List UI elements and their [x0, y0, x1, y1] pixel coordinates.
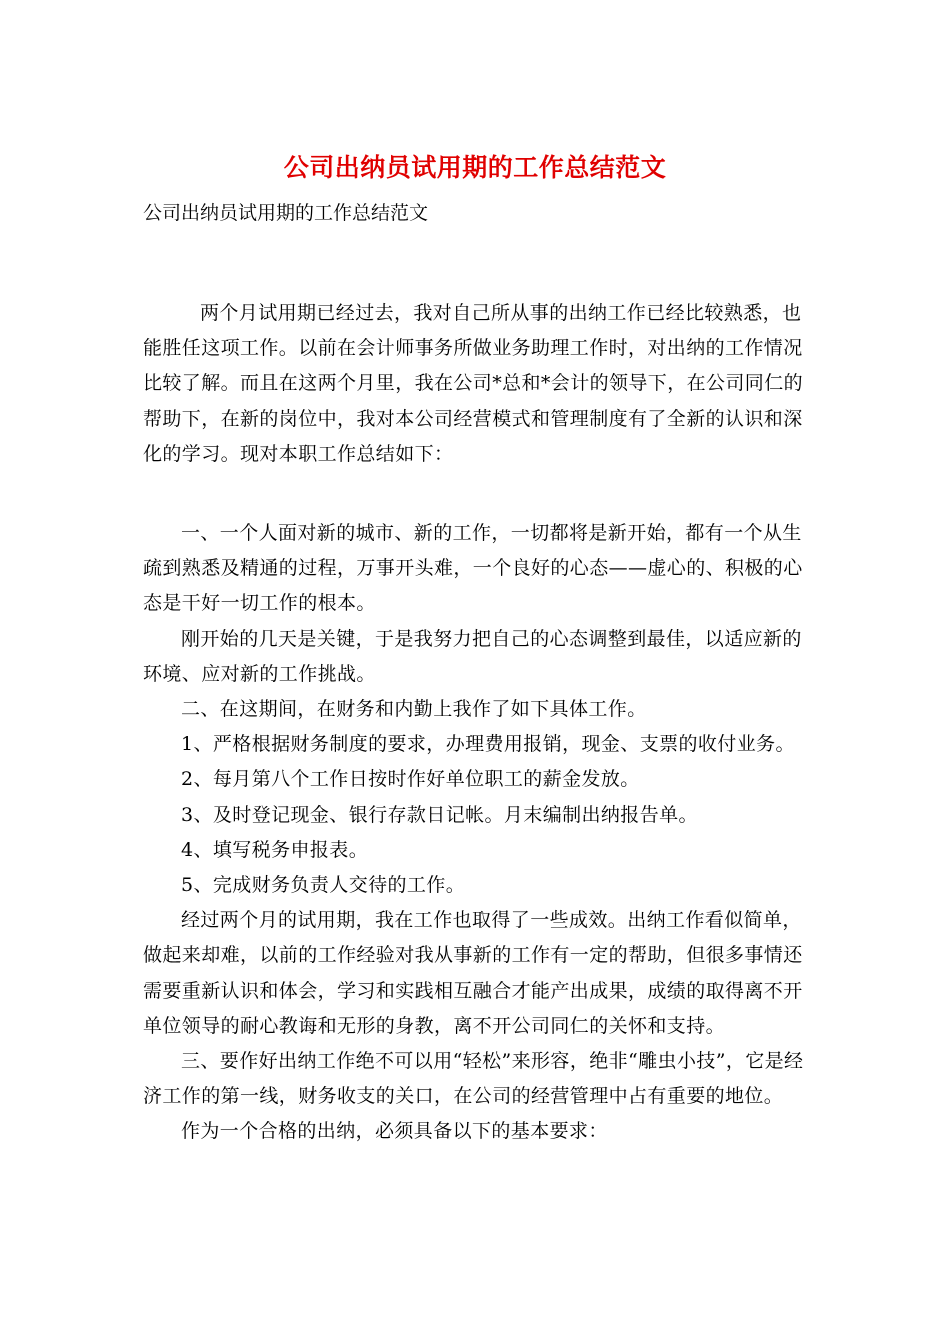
list-item: 5、完成财务负责人交待的工作。 [181, 874, 466, 897]
paragraph: 一、一个人面对新的城市、新的工作，一切都将是新开始，都有一个从生疏到熟悉及精通的过程，万事开头难，一个良好的心态——虚心的、积极的心态是干好一切工作的根本。 [143, 522, 803, 615]
list-item: 2、每月第八个工作日按时作好单位职工的薪金发放。 [181, 768, 640, 791]
paragraph: 三、要作好出纳工作绝不可以用“轻松”来形容，绝非“雕虫小技”，它是经济工作的第一线，财务收支的关口，在公司的经营管理中占有重要的地位。 [143, 1050, 804, 1108]
intro-paragraph: 两个月试用期已经过去，我对自己所从事的出纳工作已经比较熟悉，也能胜任这项工作。以前在会计师事务所做业务助理工作时，对出纳的工作情况比较了解。而且在这两个月里，我在公司*总和*会计的领导下，在公司同仁的帮助下，在新的岗位中，我对本公司经营模式和管理制度有了全新的认识和深化的学习。现对本职工作总结如下： [143, 302, 804, 465]
intro-section [143, 296, 808, 472]
document-subtitle: 公司出纳员试用期的工作总结范文 [143, 202, 429, 224]
list-item: 4、填写税务申报表。 [181, 838, 369, 861]
list-item: 1、严格根据财务制度的要求，办理费用报销，现金、支票的收付业务。 [181, 733, 795, 756]
document-title: 公司出纳员试用期的工作总结范文 [283, 153, 667, 182]
paragraph: 二、在这期间，在财务和内勤上我作了如下具体工作。 [181, 698, 647, 721]
main-section [143, 516, 808, 1150]
paragraph: 经过两个月的试用期，我在工作也取得了一些成效。出纳工作看似简单，做起来却难，以前的工作经验对我从事新的工作有一定的帮助，但很多事情还需要重新认识和体会，学习和实践相互融合才能产出成果，成绩的取得离不开单位领导的耐心教诲和无形的身教，离不开公司同仁的关怀和支持。 [143, 909, 803, 1037]
paragraph: 刚开始的几天是关键，于是我努力把自己的心态调整到最佳，以适应新的环境、应对新的工作挑战。 [143, 627, 802, 685]
list-item: 3、及时登记现金、银行存款日记帐。月末编制出纳报告单。 [181, 803, 698, 826]
paragraph: 作为一个合格的出纳，必须具备以下的基本要求： [181, 1120, 608, 1143]
